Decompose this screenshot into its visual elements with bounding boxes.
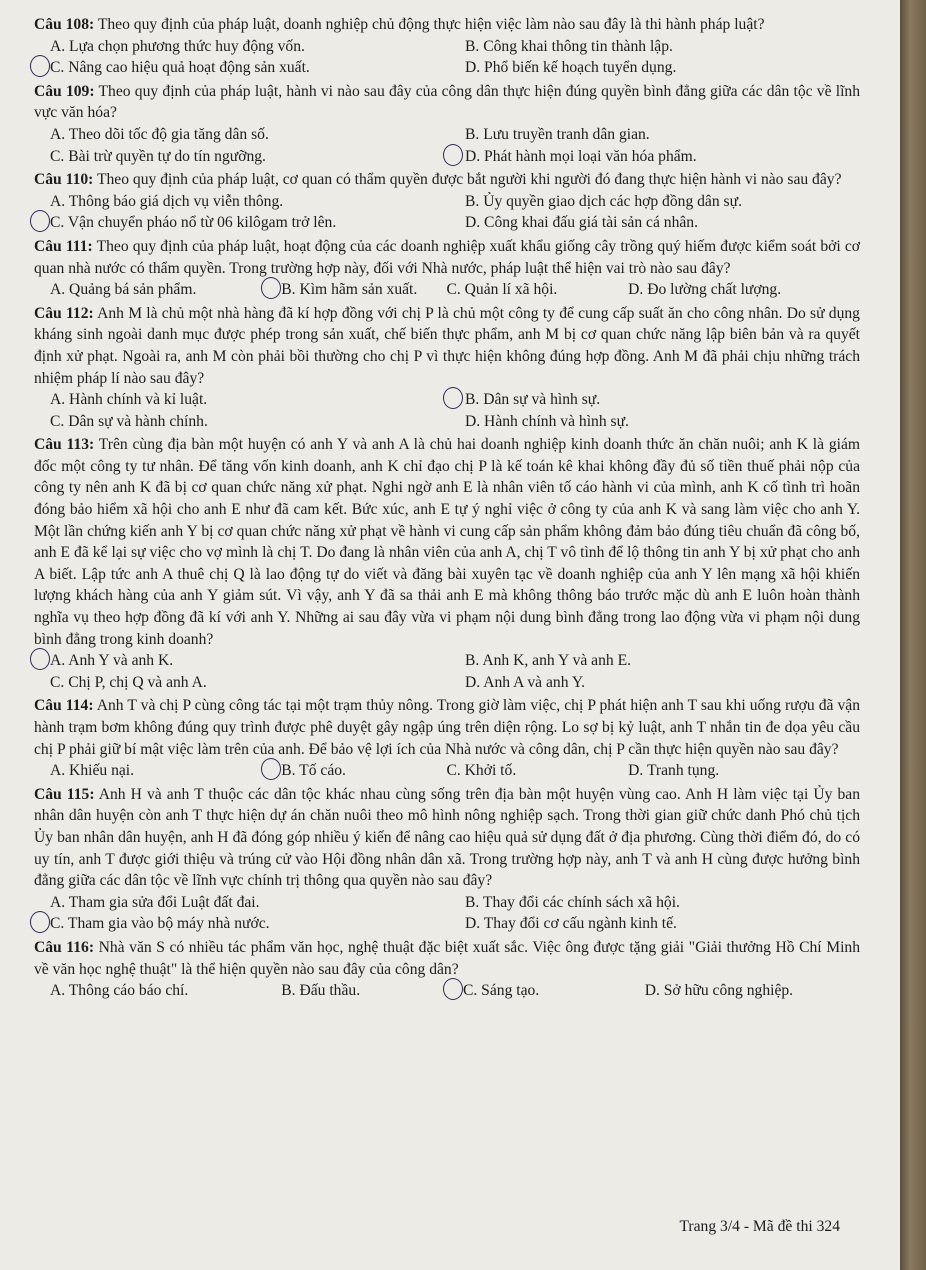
option-b: B. Lưu truyền tranh dân gian.	[465, 125, 650, 143]
option-c-marked: C. Tham gia vào bộ máy nhà nước.	[34, 913, 447, 935]
question-text: Trên cùng địa bàn một huyện có anh Y và anh A là chủ hai doanh nghiệp kinh doanh thức ăn chăn nuôi; anh K là giám đốc một công ty tư nhân. Để tăng vốn kinh doanh, anh K chỉ đạo chị P là kế toán kê khai không đầy đủ số tiền thuế phải nộp của công ty nên anh K đã bị cơ quan chức năng xử phạt. Nghi ngờ anh E là nhân viên tố cáo hành vi của mình, anh K cố tình trì hoãn đóng bảo hiểm xã hội cho anh E như đã cam kết. Bức xúc, anh E tự ý nghỉ việc ở công ty của anh K và sang làm việc cho anh Y. Một lần chứng kiến anh Y bị cơ quan chức năng xử phạt về hành vi cung cấp sản phẩm không đảm bảo đúng tiêu chuẩn đã công bố, anh E đã kể lại sự việc cho vợ mình là chị T. Do đang là nhân viên của anh A, chị T vô tình để lộ thông tin anh Y bị xử phạt cho anh A biết. Lập tức anh A thuê chị Q là lao động tự do viết và đăng bài xuyên tạc về doanh nghiệp của anh Y lên mạng xã hội khiến lượng khách hàng của anh Y giảm sút. Vì vậy, anh Y đã sa thải anh E mà không thông báo trước mặc dù anh E luôn hoàn thành nghĩa vụ theo hợp đồng đã kí với anh Y. Những ai sau đây vừa vi phạm nội dung bình đẳng trong lao động vừa vi phạm nội dung bình đẳng trong kinh doanh?	[34, 436, 860, 648]
question-number: Câu 111:	[34, 237, 93, 255]
question-number: Câu 109:	[34, 82, 95, 100]
option-d-marked: D. Phát hành mọi loại văn hóa phẩm.	[447, 146, 860, 168]
question-text: Anh T và chị P cùng công tác tại một trạm thủy nông. Trong giờ làm việc, chị P phát hiện anh T sau khi uống rượu đã vận hành trạm bơm không đúng quy trình được phê duyệt gây ngập úng trên diện rộng. Lo sợ bị kỷ luật, anh T nhắn tin đe dọa yêu cầu chị P phải giữ bí mật việc làm trên của anh. Để bảo vệ lợi ích của Nhà nước và công dân, chị P cần thực hiện quyền nào sau đây?	[34, 697, 860, 758]
option-a: A. Theo dõi tốc độ gia tăng dân số.	[50, 125, 269, 143]
question-text: Theo quy định của pháp luật, doanh nghiệp chủ động thực hiện việc làm nào sau đây là thi hành pháp luật?	[97, 16, 765, 33]
option-d: D. Hành chính và hình sự.	[465, 412, 629, 430]
option-a: A. Tham gia sửa đổi Luật đất đai.	[50, 893, 260, 911]
option-c-marked: C. Vận chuyển pháo nổ từ 06 kilôgam trở lên.	[34, 212, 447, 234]
question-number: Câu 108:	[34, 16, 95, 33]
option-d: D. Phổ biến kế hoạch tuyển dụng.	[465, 59, 677, 77]
option-a: A. Lựa chọn phương thức huy động vốn.	[50, 37, 305, 55]
question-108	[34, 14, 860, 79]
question-text: Theo quy định của pháp luật, hoạt động của các doanh nghiệp xuất khẩu giống cây trồng quý hiếm được kiểm soát bởi cơ quan nhà nước có thẩm quyền. Trong trường hợp này, đối với Nhà nước, pháp luật thể hiện vai trò nào sau đây?	[34, 237, 860, 277]
option-a: A. Hành chính và kỉ luật.	[50, 391, 208, 409]
question-number: Câu 110:	[34, 171, 94, 189]
question-text: Anh H và anh T thuộc các dân tộc khác nhau cùng sống trên địa bàn một huyện vùng cao. Anh H làm việc tại Ủy ban nhân dân huyện còn anh T thực hiện dự án chăn nuôi theo mô hình nông nghiệp sạch. Trong thời gian giữ chức danh Phó chủ tịch Ủy ban nhân dân huyện, anh H đã đóng góp nhiều ý kiến để nâng cao hiệu quả sử dụng đất ở địa phương. Cùng thời điểm đó, do có uy tín, anh T được giới thiệu và trúng cử vào Hội đồng nhân dân xã. Trong trường hợp này, anh T và anh H cùng được hưởng bình đẳng giữa các dân tộc về lĩnh vực chính trị thông qua quyền nào sau đây?	[34, 785, 860, 890]
option-a-marked: A. Anh Y và anh K.	[34, 650, 447, 672]
option-d: D. Thay đổi cơ cấu ngành kinh tế.	[465, 915, 677, 933]
option-b-marked: B. Kìm hãm sản xuất.	[265, 279, 430, 301]
question-114	[34, 695, 860, 781]
question-115	[34, 784, 860, 935]
option-a: A. Quảng bá sản phẩm.	[50, 281, 197, 299]
question-number: Câu 112:	[34, 304, 94, 322]
option-d: D. Công khai đấu giá tài sản cá nhân.	[465, 214, 698, 232]
option-a: A. Thông báo giá dịch vụ viễn thông.	[50, 192, 284, 210]
option-c: C. Khởi tố.	[446, 762, 517, 780]
question-text: Anh M là chủ một nhà hàng đã kí hợp đồng với chị P là chủ một công ty để cung cấp suất ăn cho công nhân. Do sử dụng kháng sinh ngoài danh mục được phép trong sản xuất, chế biến thực phẩm, anh M bị cơ quan chức năng lập biên bản và ra quyết định xử phạt. Ngoài ra, anh M còn phải bồi thường cho chị P vì thực hiện không đúng hợp đồng. Anh M đã phải chịu những trách nhiệm pháp lí nào sau đây?	[34, 304, 860, 387]
question-number: Câu 114:	[34, 697, 94, 715]
background-edge	[900, 0, 926, 1270]
option-d: D. Sở hữu công nghiệp.	[644, 982, 794, 1000]
question-text: Nhà văn S có nhiều tác phẩm văn học, nghệ thuật đặc biệt xuất sắc. Việc ông được tặng giải "Giải thưởng Hồ Chí Minh về văn học nghệ thuật" là thể hiện quyền nào sau đây của công dân?	[34, 938, 860, 978]
question-111	[34, 236, 860, 301]
option-d: D. Đo lường chất lượng.	[628, 281, 782, 299]
option-c: C. Dân sự và hành chính.	[50, 412, 208, 430]
option-b-marked: B. Tố cáo.	[265, 760, 430, 782]
question-112	[34, 303, 860, 433]
option-b: B. Công khai thông tin thành lập.	[465, 37, 673, 55]
page-footer: Trang 3/4 - Mã đề thi 324	[679, 1218, 840, 1236]
question-number: Câu 116:	[34, 938, 95, 956]
question-113	[34, 434, 860, 693]
option-b-marked: B. Dân sự và hình sự.	[447, 389, 860, 411]
question-116	[34, 937, 860, 1002]
option-b: B. Thay đổi các chính sách xã hội.	[465, 893, 680, 911]
question-110	[34, 169, 860, 234]
question-text: Theo quy định của pháp luật, hành vi nào sau đây của công dân thực hiện đúng quyền bình đẳng giữa các dân tộc về lĩnh vực văn hóa?	[34, 82, 861, 122]
option-c-marked: C. Nâng cao hiệu quả hoạt động sản xuất.	[34, 57, 447, 79]
option-c: C. Bài trừ quyền tự do tín ngưỡng.	[50, 147, 266, 165]
question-text: Theo quy định của pháp luật, cơ quan có thẩm quyền được bắt người khi người đó đang thực hiện hành vi nào sau đây?	[96, 171, 842, 189]
option-a: A. Khiếu nại.	[50, 762, 135, 780]
option-b: B. Đấu thầu.	[281, 982, 361, 1000]
option-b: B. Ủy quyền giao dịch các hợp đồng dân sự.	[465, 192, 742, 210]
option-a: A. Thông cáo báo chí.	[50, 982, 189, 1000]
question-109	[34, 81, 860, 167]
option-d: D. Anh A và anh Y.	[465, 673, 585, 691]
option-c: C. Chị P, chị Q và anh A.	[50, 673, 207, 691]
option-c: C. Quản lí xã hội.	[446, 281, 558, 299]
question-number: Câu 115:	[34, 785, 95, 803]
option-c-marked: C. Sáng tạo.	[447, 980, 629, 1002]
option-d: D. Tranh tụng.	[628, 762, 720, 780]
option-b: B. Anh K, anh Y và anh E.	[465, 652, 632, 670]
question-number: Câu 113:	[34, 436, 95, 454]
